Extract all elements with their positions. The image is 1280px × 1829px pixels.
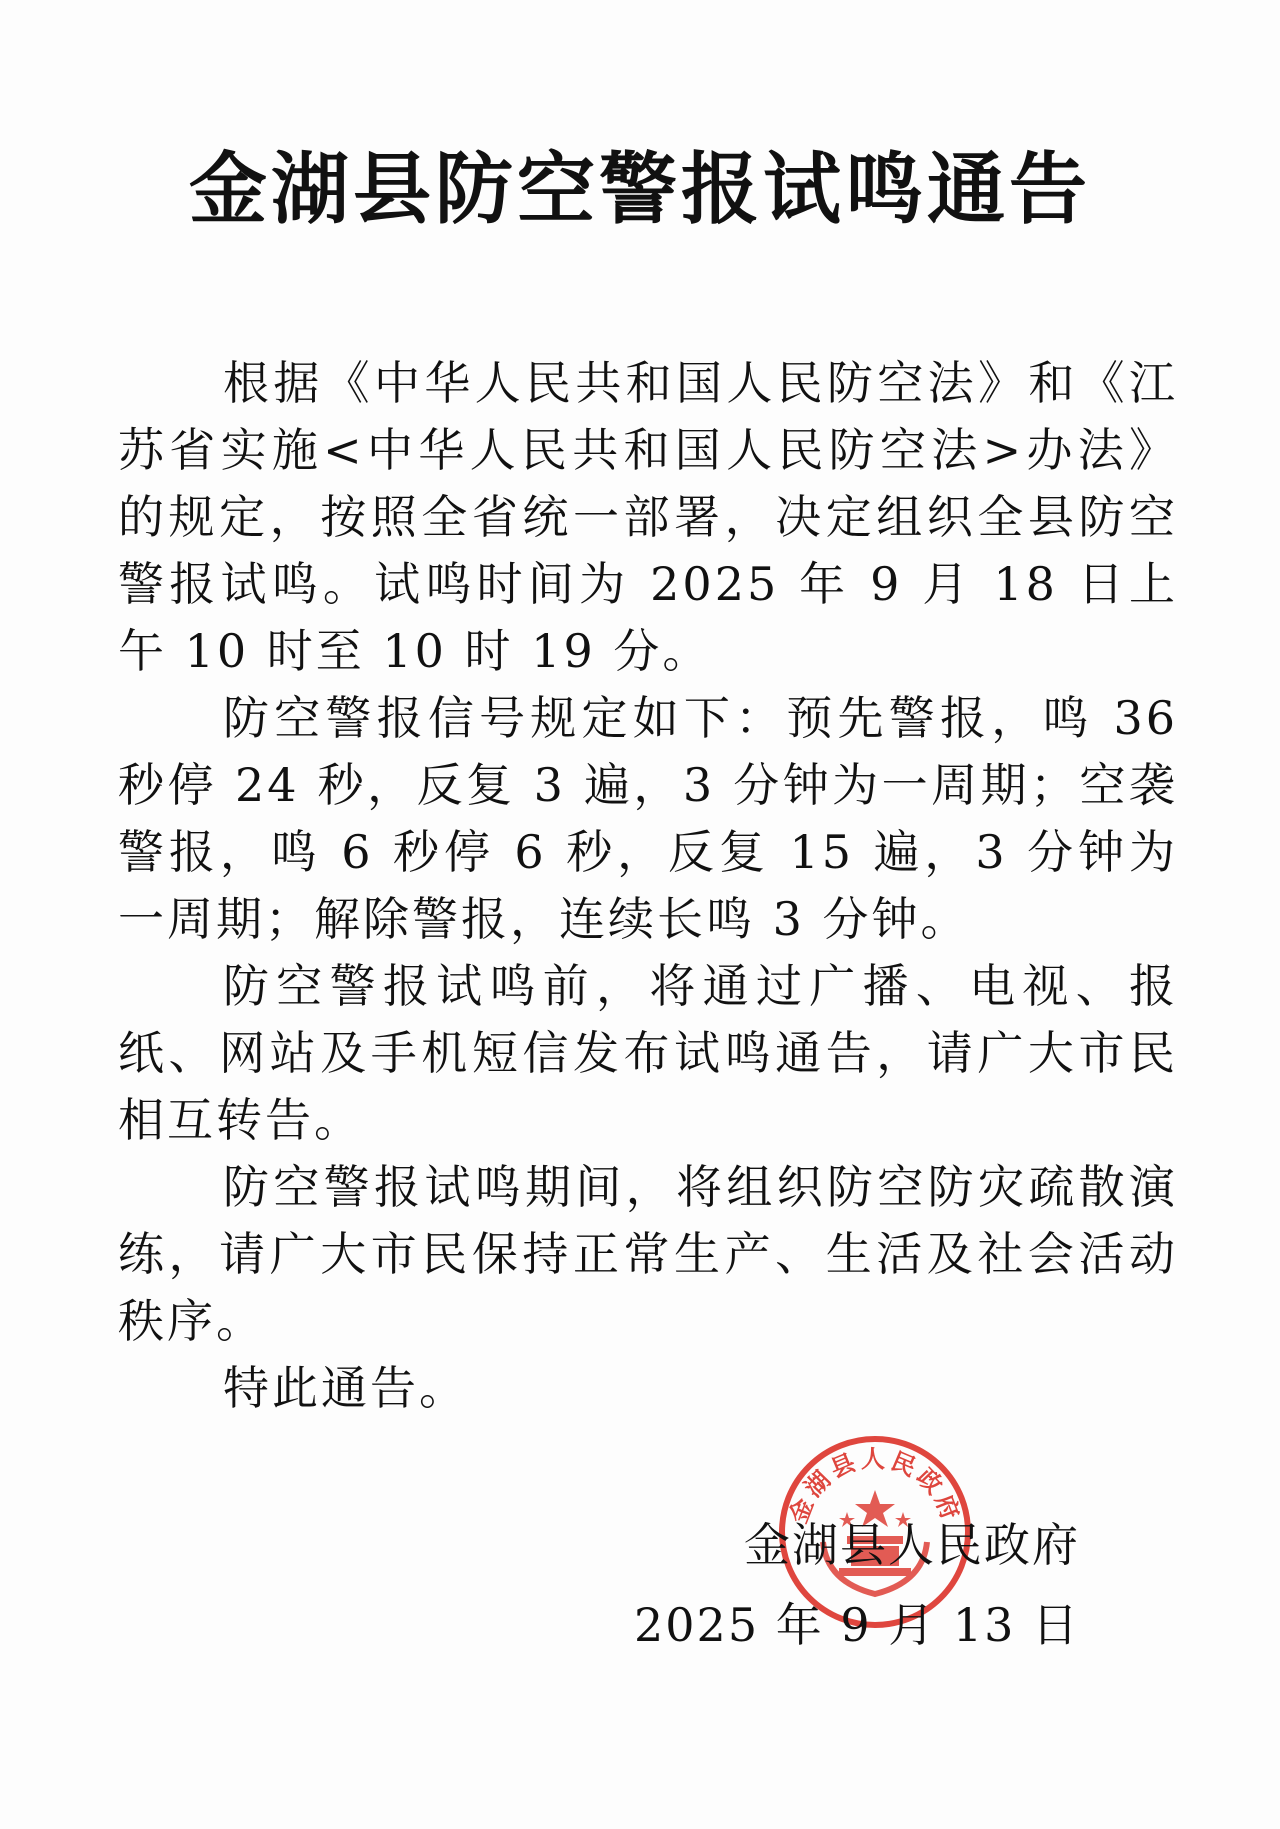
paragraph-legal-basis: 根据《中华人民共和国人民防空法》和《江苏省实施<中华人民共和国人民防空法>办法》的规定，按照全省统一部署，决定组织全县防空警报试鸣。试鸣时间为 2025 年 9 月 18 日上午 10 时至 10 时 19 分。 [118,356,1178,678]
paragraph-publicity: 防空警报试鸣前，将通过广播、电视、报纸、网站及手机短信发布试鸣通告，请广大市民相互转告。 [118,959,1178,1147]
seal-text: 金湖县人民政府 [784,1445,966,1527]
paragraph-closing: 特此通告。 [223,1361,468,1415]
notice-title: 金湖县防空警报试鸣通告 [188,145,1091,235]
signature-block [560,1505,1080,1665]
notice-body [118,350,1178,1422]
paragraph-drill: 防空警报试鸣期间，将组织防空防灾疏散演练，请广大市民保持正常生产、生活及社会活动秩序。 [118,1160,1178,1348]
issuer-name: 金湖县人民政府 [744,1518,1080,1572]
issue-date: 2025 年 9 月 13 日 [634,1598,1080,1652]
paragraph-signal-rules: 防空警报信号规定如下：预先警报，鸣 36 秒停 24 秒，反复 3 遍，3 分钟为一周期；空袭警报，鸣 6 秒停 6 秒，反复 15 遍，3 分钟为一周期；解除警报，连续长鸣 3 分钟。 [118,691,1178,946]
